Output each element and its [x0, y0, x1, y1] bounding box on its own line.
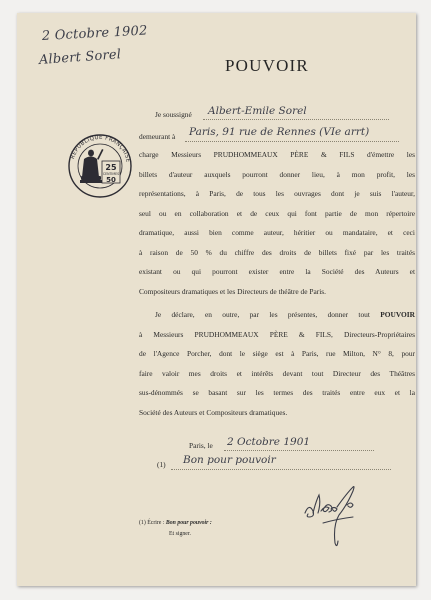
footnote — [139, 518, 212, 540]
stamp-value-main: 25 — [105, 163, 117, 172]
approval-marker: (1) — [157, 460, 166, 469]
pouvoir-keyword: POUVOIR — [380, 310, 415, 319]
paragraph-line: billets d'auteur auxquels pourront donner lieu, à mon profit, les — [139, 169, 415, 179]
approval-field — [171, 469, 391, 470]
footnote-marker: (1) Écrire : — [139, 520, 165, 526]
paragraph-line: existant ou qui pourront exister entre la Société des Auteurs et — [139, 267, 415, 276]
fiscal-stamp-icon — [67, 133, 133, 199]
footnote-instruction: Bon pour pouvoir : — [165, 520, 212, 526]
handwritten-name-note: Albert Sorel — [38, 47, 122, 68]
residence-handwritten: Paris, 91 rue de Rennes (VIe arrt) — [189, 126, 370, 138]
date-field — [224, 450, 374, 451]
signature-icon — [301, 483, 371, 553]
stamp-value-unit: CENTIMES — [102, 172, 120, 176]
signer-name-handwritten: Albert-Emile Sorel — [208, 105, 307, 117]
paragraph-declaration — [139, 305, 415, 422]
paragraph-line: Société des Auteurs et Compositeurs dramatiques. — [139, 407, 288, 417]
paragraph-line: dramatique, aussi bien comme auteur, héritier ou mandataire, et ceci — [139, 228, 415, 237]
date-handwritten: 2 Octobre 1901 — [227, 436, 311, 448]
paragraph-line: seul ou en collaboration et de ceux qui font partie de mon répertoire — [139, 208, 415, 218]
stamp-ring-text: RÉPUBLIQUE FRANÇAISE — [69, 134, 131, 164]
stamp-value-extra: 50 — [106, 176, 116, 184]
approval-handwritten: Bon pour pouvoir — [183, 454, 276, 466]
paragraph-line: de l'Agence Porcher, dont le siège est à Paris, rue Milton, N° 8, pour — [139, 349, 415, 358]
paragraph-mandate — [139, 145, 415, 301]
declaration-prefix: Je déclare, en outre, par les présentes, donner tout — [155, 310, 370, 319]
handwritten-date-note: 2 Octobre 1902 — [41, 23, 148, 44]
paragraph-line: Compositeurs dramatiques et les Directeurs de théâtre de Paris. — [139, 286, 326, 296]
paragraph-line: faire valoir mes droits et intérêts devant tout Directeur des Théâtres — [139, 368, 415, 378]
paragraph-line — [139, 305, 415, 325]
document-sheet — [17, 13, 416, 586]
place-prefix: Paris, le — [189, 441, 213, 450]
document-title: POUVOIR — [225, 56, 309, 75]
residence-field — [185, 141, 399, 142]
signer-name-field — [203, 119, 389, 120]
paragraph-line: à Messieurs PRUDHOMMEAUX PÈRE & FILS, Directeurs-Propriétaires — [139, 329, 415, 339]
residence-prefix: demeurant à — [139, 132, 176, 141]
paragraph-line: sus-dénommés se basant sur les termes des traités entre eux et la — [139, 388, 415, 397]
intro-prefix: Je soussigné — [155, 110, 192, 119]
paragraph-line: représentations, à Paris, de tous les ouvrages dont je suis l'auteur, — [139, 189, 415, 198]
paragraph-line: charge Messieurs PRUDHOMMEAUX PÈRE & FILS d'émettre les — [139, 150, 415, 159]
footnote-sign: Et signer. — [169, 531, 191, 537]
paragraph-line: à raison de 50 % du chiffre des droits de billets fixé par les traités — [139, 247, 415, 257]
